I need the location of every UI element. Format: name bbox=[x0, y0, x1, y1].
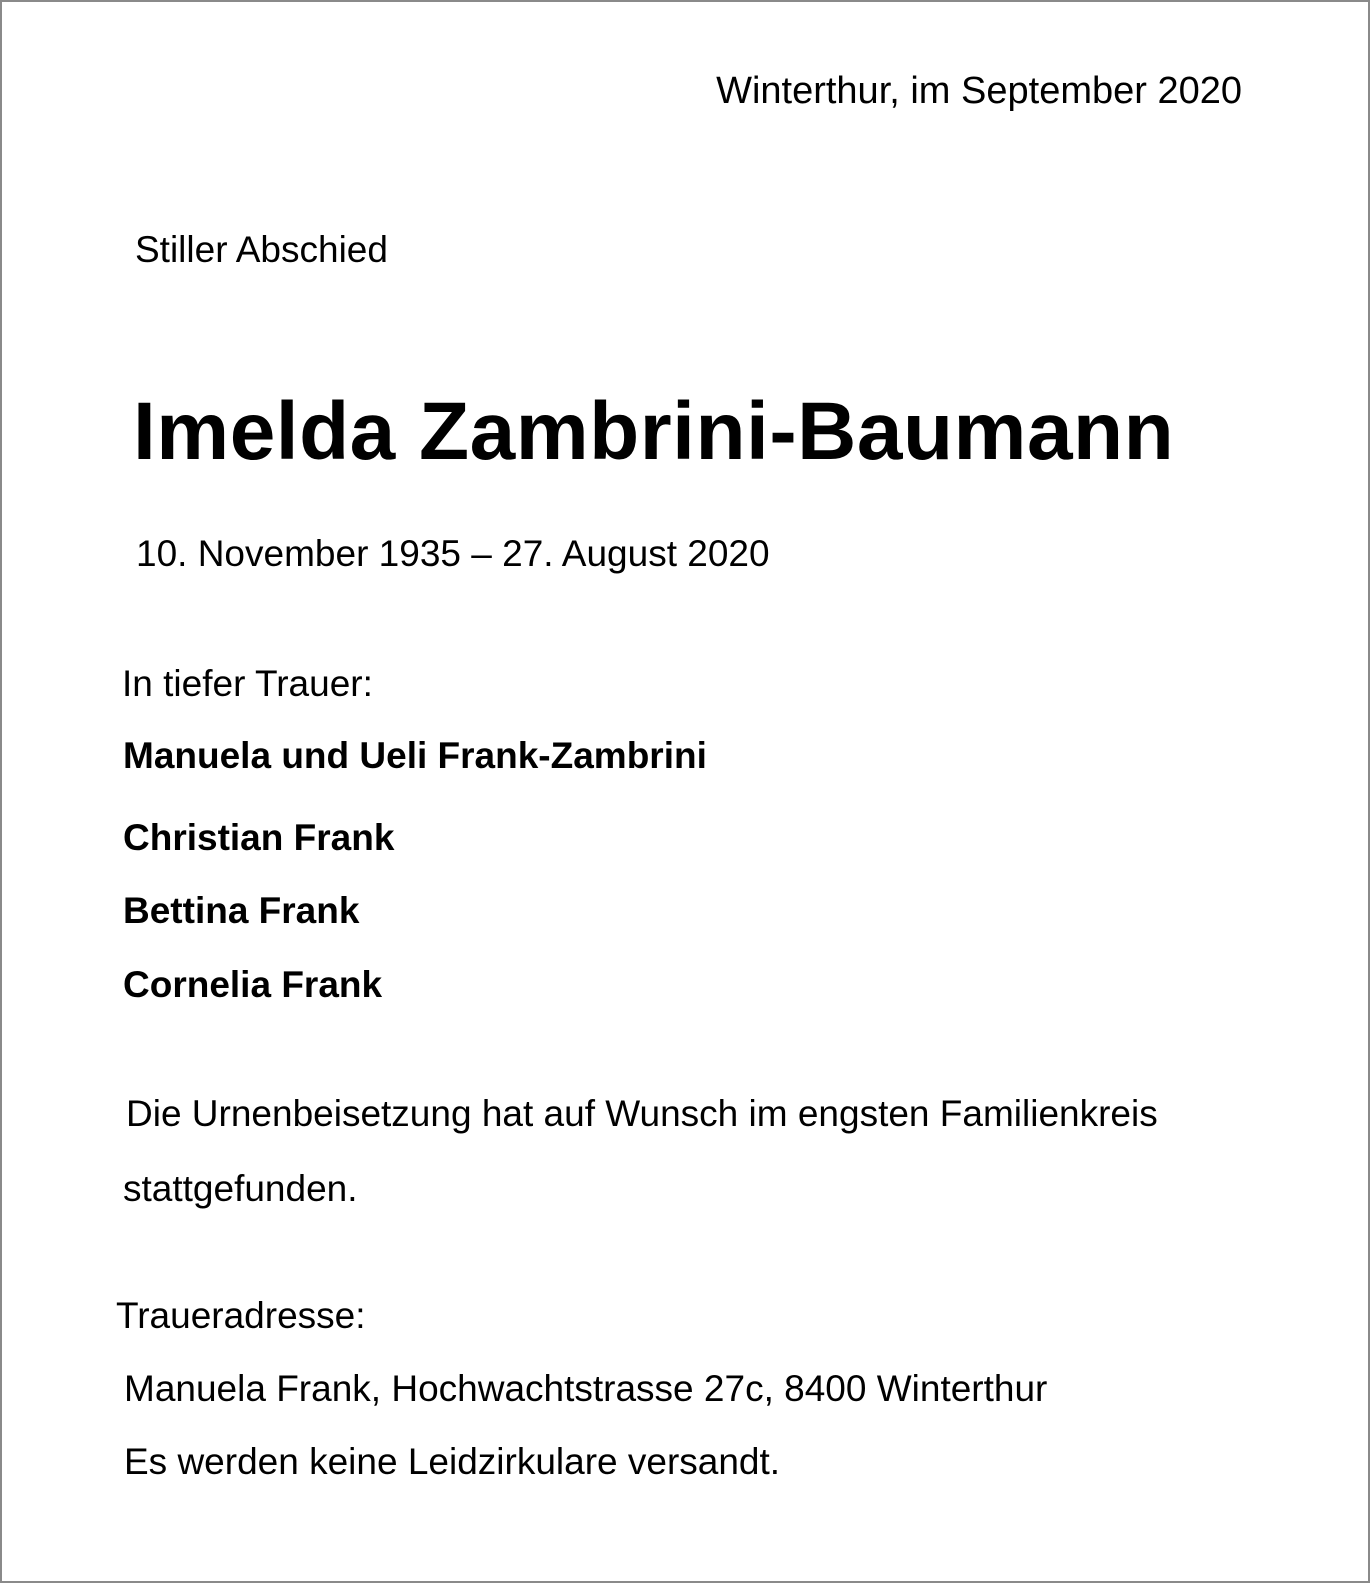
mourning-address: Manuela Frank, Hochwachtstrasse 27c, 8400 Winterthur bbox=[124, 1368, 1048, 1409]
circulars-note: Es werden keine Leidzirkulare versandt. bbox=[124, 1441, 781, 1482]
mourner-name: Bettina Frank bbox=[123, 890, 360, 931]
mourner-name: Manuela und Ueli Frank-Zambrini bbox=[123, 735, 707, 776]
address-heading: Traueradresse: bbox=[116, 1295, 366, 1336]
place-date: Winterthur, im September 2020 bbox=[716, 70, 1242, 112]
lifespan-dates: 10. November 1935 – 27. August 2020 bbox=[136, 533, 770, 574]
burial-notice-line: Die Urnenbeisetzung hat auf Wunsch im engsten Familienkreis bbox=[126, 1093, 1158, 1134]
mourners-heading: In tiefer Trauer: bbox=[122, 663, 373, 704]
deceased-name: Imelda Zambrini-Baumann bbox=[133, 386, 1175, 477]
farewell-heading: Stiller Abschied bbox=[135, 229, 388, 270]
mourner-name: Cornelia Frank bbox=[123, 964, 383, 1005]
burial-notice-line: stattgefunden. bbox=[123, 1168, 358, 1209]
mourner-name: Christian Frank bbox=[123, 817, 395, 858]
